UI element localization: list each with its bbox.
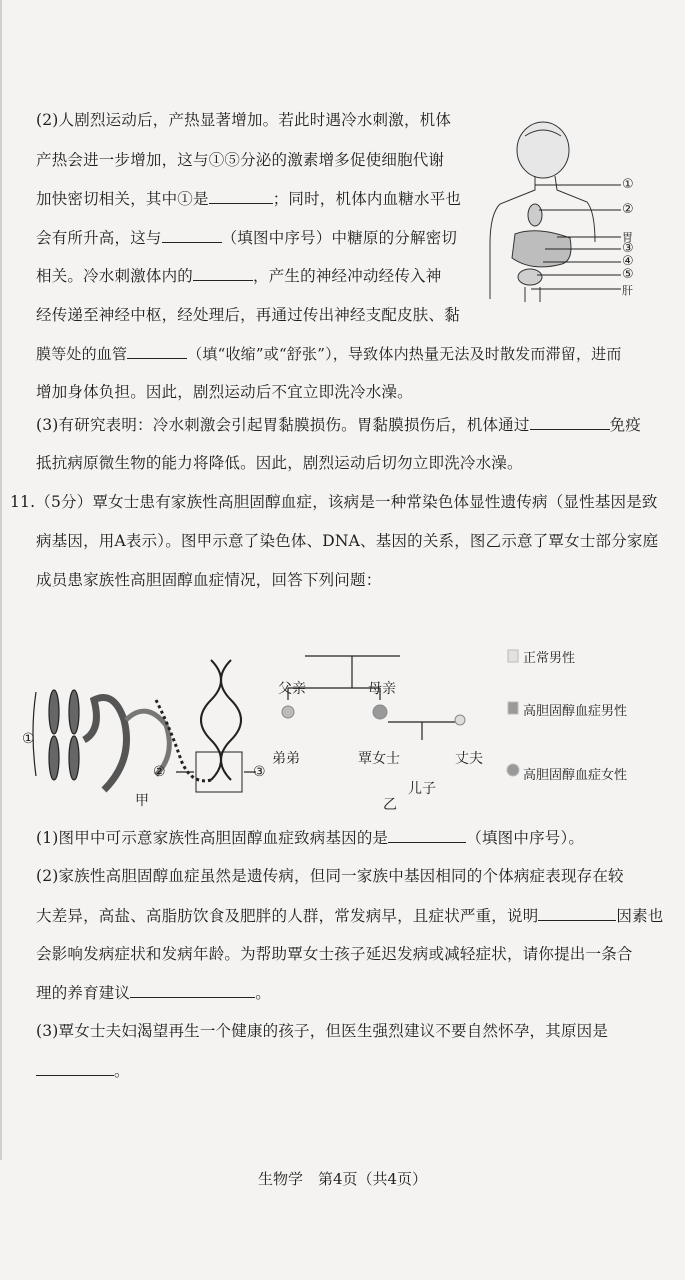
- pedigree-brother: 弟弟: [272, 751, 300, 767]
- jia-caption: 甲: [135, 793, 149, 809]
- answer-blank-8[interactable]: [130, 985, 255, 998]
- q10-p2-line5-a: 相关。冷水刺激体内的: [36, 267, 194, 285]
- q11-p3-line2-b: 。: [114, 1062, 130, 1080]
- q11-p1-a: (1)图甲中可示意家族性高胆固醇血症致病基因的是: [36, 829, 389, 847]
- page-footer: 生物学 第4页（共4页）: [257, 1170, 428, 1188]
- q11-p1-b: （填图中序号）。: [466, 829, 585, 847]
- pedigree-self: 覃女士: [358, 751, 400, 767]
- figure-label-1: ①: [622, 177, 634, 192]
- figure-label-4: ④: [622, 254, 634, 269]
- q11-p2-line1: (2)家族性高胆固醇血症虽然是遗传病，但同一家族中基因相同的个体病症表现存在较: [36, 867, 624, 885]
- q10-p2-line4-b: （填图中序号）中糖原的分解密切: [221, 229, 458, 247]
- human-organ-figure: [485, 112, 660, 302]
- answer-blank-7[interactable]: [538, 908, 616, 921]
- q10-p2-line3-b: ；同时，机体内血糖水平也: [272, 190, 462, 208]
- answer-blank-1[interactable]: [209, 191, 273, 204]
- q10-p3-line1: [36, 415, 641, 435]
- q10-p2-line5-b: ，产生的神经冲动经传入神: [253, 267, 442, 285]
- figure-label-3: ③: [622, 241, 634, 256]
- figure-label-liver: 肝: [622, 284, 633, 297]
- figure-jia-chromosome-dna: [26, 640, 276, 810]
- q10-p2-line4: [36, 228, 457, 248]
- q10-p2-line8: 增加身体负担。因此，剧烈运动后不宜立即洗冷水澡。: [36, 383, 413, 401]
- figure-label-stomach: 胃: [622, 231, 633, 244]
- q10-p2-line7-b: （填“收缩”或“舒张”），导致体内热量无法及时散发而滞留，进而: [187, 345, 622, 363]
- pedigree-mother: 母亲: [368, 681, 396, 697]
- q10-p2-line5: [36, 266, 441, 286]
- jia-marker-3: ③: [253, 764, 266, 780]
- pedigree-husband: 丈夫: [455, 751, 483, 767]
- q11-p2-line4-b: 。: [255, 984, 271, 1002]
- legend-affected-male: 高胆固醇血症男性: [523, 704, 628, 719]
- q11-p2-line2: [36, 906, 664, 926]
- q11-p3-line1: (3)覃女士夫妇渴望再生一个健康的孩子，但医生强烈建议不要自然怀孕，其原因是: [36, 1022, 609, 1040]
- answer-blank-9[interactable]: [36, 1063, 114, 1076]
- q10-p2-line7: [36, 344, 622, 364]
- q11-stem-line3: 成员患家族性高胆固醇血症情况，回答下列问题：: [36, 571, 382, 589]
- figure-label-2: ②: [622, 202, 634, 217]
- q10-p2-line1: (2)人剧烈运动后，产热显著增加。若此时遇冷水刺激，机体: [36, 111, 452, 129]
- answer-blank-4[interactable]: [127, 346, 187, 359]
- q11-p2-line3: 会影响发病症状和发病年龄。为帮助覃女士孩子延迟发病或减轻症状，请你提出一条合: [36, 945, 633, 963]
- q11-p2-line4-a: 理的养育建议: [36, 984, 131, 1002]
- q11-p2-line2-b: 因素也: [616, 907, 664, 925]
- q10-p2-line2: 产热会进一步增加，这与①⑤分泌的激素增多促使细胞代谢: [36, 151, 445, 169]
- legend-affected-female: 高胆固醇血症女性: [523, 768, 628, 783]
- q10-p2-line6: 经传递至神经中枢，经处理后，再通过传出神经支配皮肤、黏: [36, 306, 460, 324]
- legend-normal-male: 正常男性: [523, 651, 576, 666]
- pedigree-son: 儿子: [408, 781, 436, 797]
- legend-icons: [505, 630, 521, 790]
- q11-stem-line1: 11.（5分）覃女士患有家族性高胆固醇血症，该病是一种常染色体显性遗传病（显性基因是致: [10, 493, 658, 511]
- answer-blank-5[interactable]: [530, 417, 610, 430]
- page-binding-edge: [0, 0, 2, 1160]
- q11-p1-line: [36, 828, 584, 848]
- q11-p2-line2-a: 大差异，高盐、高脂肪饮食及肥胖的人群，常发病早，且症状严重，说明: [36, 907, 539, 925]
- answer-blank-2[interactable]: [162, 230, 222, 243]
- q10-p2-line3: [36, 189, 461, 209]
- pedigree-father: 父亲: [278, 681, 306, 697]
- q11-p3-line2: [36, 1061, 130, 1081]
- q10-p2-line7-a: 膜等处的血管: [36, 345, 128, 363]
- figure-label-5: ⑤: [622, 267, 634, 282]
- jia-marker-2: ②: [153, 764, 166, 780]
- yi-caption: 乙: [383, 797, 397, 813]
- q11-stem-line2: 病基因，用A表示）。图甲示意了染色体、DNA、基因的关系，图乙示意了覃女士部分家庭: [36, 532, 659, 550]
- q10-p2-line3-a: 加快密切相关，其中①是: [36, 190, 209, 208]
- q10-p3-line1-a: (3)有研究表明：冷水刺激会引起胃黏膜损伤。胃黏膜损伤后，机体通过: [36, 416, 530, 434]
- q11-p2-line4: [36, 983, 271, 1003]
- jia-marker-1: ①: [22, 731, 35, 747]
- q10-p3-line2: 抵抗病原微生物的能力将降低。因此，剧烈运动后切勿立即洗冷水澡。: [36, 454, 523, 472]
- answer-blank-6[interactable]: [388, 830, 466, 843]
- answer-blank-3[interactable]: [193, 268, 253, 281]
- q10-p2-line4-a: 会有所升高，这与: [36, 229, 162, 247]
- q10-p3-line1-b: 免疫: [609, 416, 641, 434]
